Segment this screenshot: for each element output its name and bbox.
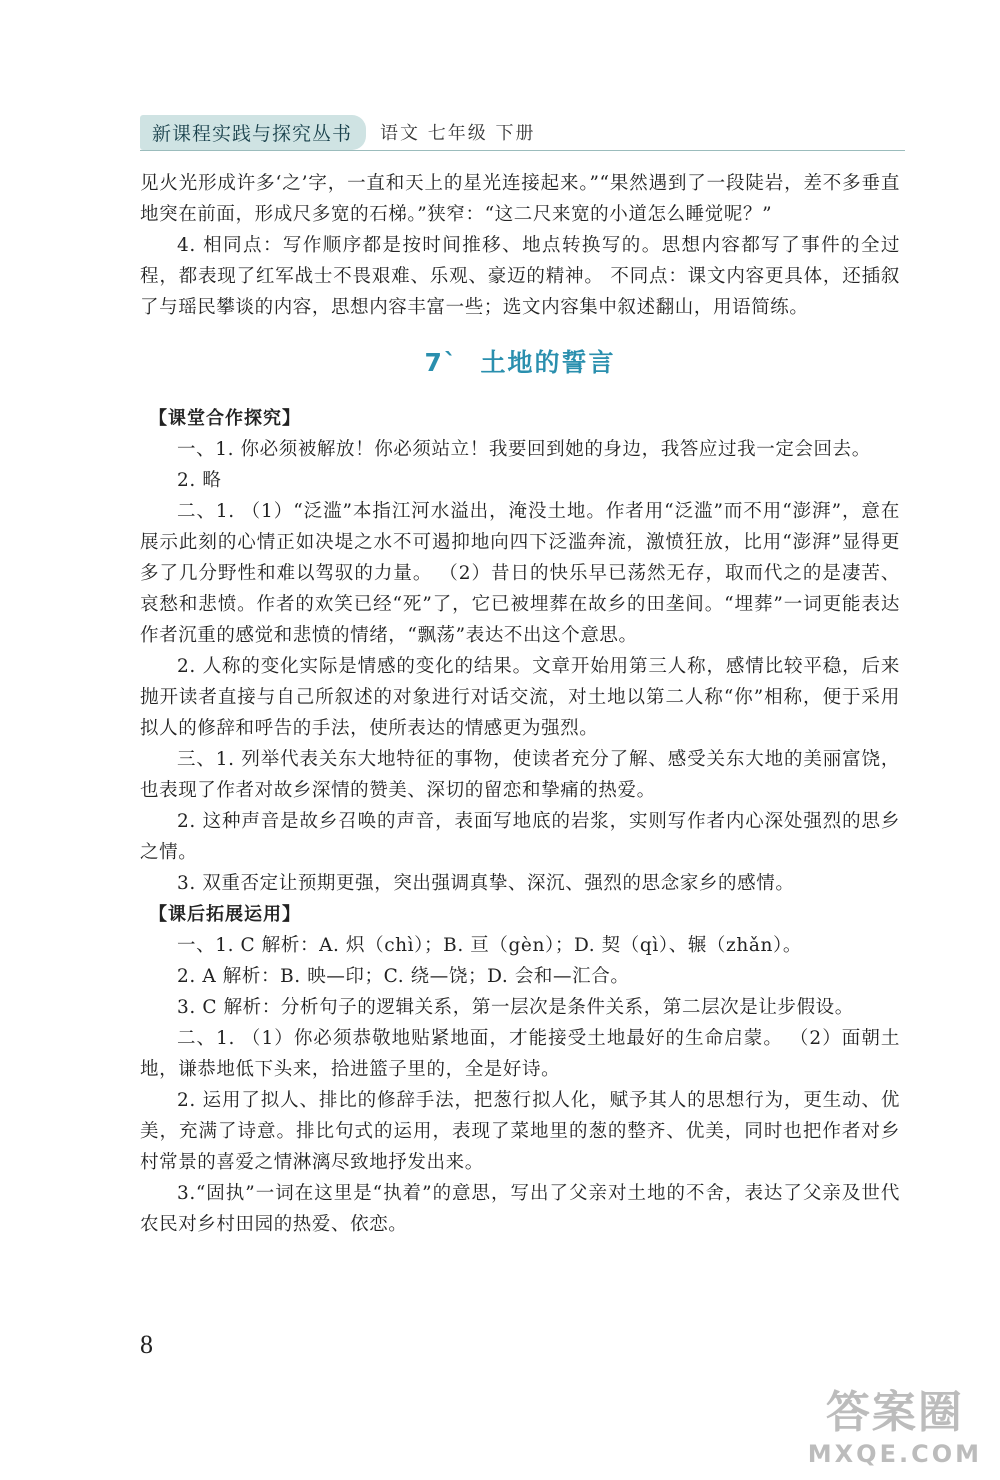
paragraph: 2. 人称的变化实际是情感的变化的结果。文章开始用第三人称，感情比较平稳，后来抛开读者直接与自己所叙述的对象进行对话交流，对土地以第二人称“你”相称，便于采用拟人的修辞和呼告的手法，使所表达的情感更为强烈。 [140,656,900,739]
paragraph: 2. A 解析：B. 映—印；C. 绕—饶；D. 会和—汇合。 [177,966,630,987]
running-header [140,116,535,148]
paragraph: 3. C 解析：分析句子的逻辑关系，第一层次是条件关系，第二层次是让步假设。 [177,997,854,1018]
watermark-text: 答案圈 [825,1387,964,1438]
paragraph: 见火光形成许多‘之’字，一直和天上的星光连接起来。”“果然遇到了一段陡岩，差不多垂直地突在前面，形成尺多宽的石梯。”狭窄：“这二尺来宽的小道怎么睡觉呢？” [140,173,900,225]
subheading-extension: 【课后拓展运用】 [149,904,301,925]
section-number: 7` [424,348,459,377]
paragraph: 2. 这种声音是故乡召唤的声音，表面写地底的岩浆，实则写作者内心深处强烈的思乡之情。 [140,811,900,863]
paragraph: 二、1. （1）你必须恭敬地贴紧地面，才能接受土地最好的生命启蒙。 （2）面朝土地，谦恭地低下头来，拾进篮子里的，全是好诗。 [140,1028,900,1080]
paragraph: 3. 双重否定让预期更强，突出强调真挚、深沉、强烈的思念家乡的感情。 [177,873,795,894]
paragraph: 3.“固执”一词在这里是“执着”的意思，写出了父亲对土地的不舍，表达了父亲及世代农民对乡村田园的热爱、依恋。 [140,1183,900,1235]
section-title-text: 土地的誓言 [480,348,616,377]
page-number: 8 [140,1330,153,1359]
page-body [140,168,900,1240]
watermark-domain: MXQE.COM [807,1440,982,1468]
paragraph: 三、1. 列举代表关东大地特征的事物，使读者充分了解、感受关东大地的美丽富饶，也表现了作者对故乡深情的赞美、深切的留恋和挚痛的热爱。 [140,749,900,801]
paragraph: 2. 运用了拟人、排比的修辞手法，把葱行拟人化，赋予其人的思想行为，更生动、优美，充满了诗意。排比句式的运用，表现了菜地里的葱的整齐、优美，同时也把作者对乡村常景的喜爱之情淋漓尽致地抒发出来。 [140,1090,900,1173]
paragraph: 4. 相同点：写作顺序都是按时间推移、地点转换写的。思想内容都写了事件的全过程，都表现了红军战士不畏艰难、乐观、豪迈的精神。 不同点：课文内容更具体，还插叙了与瑶民攀谈的内容，思想内容丰富一些；选文内容集中叙述翻山，用语简练。 [140,235,900,318]
subheading-classroom: 【课堂合作探究】 [149,408,301,429]
paragraph: 一、1. C 解析：A. 炽（chì）；B. 亘（gèn）；D. 契（qì）、辗（zhǎn）。 [177,935,802,956]
watermark-logo [808,1376,982,1468]
series-title-badge: 新课程实践与探究丛书 [140,115,366,150]
paragraph: 二、1. （1）“泛滥”本指江河水溢出，淹没土地。作者用“泛滥”而不用“澎湃”，意在展示此刻的心情正如决堤之水不可遏抑地向四下泛滥奔流，激愤狂放，比用“澎湃”显得更多了几分野性和难以驾驭的力量。 （2）昔日的快乐早已荡然无存，取而代之的是凄苦、哀愁和悲愤。作者的欢笑已经“死”了，它已被埋葬在故乡的田垄间。“埋葬”一词更能表达作者沉重的感觉和悲愤的情绪，“飘荡”表达不出这个意思。 [140,501,900,646]
section-title [140,343,900,379]
book-info: 语文 七年级 下册 [380,123,536,144]
paragraph: 一、1. 你必须被解放！你必须站立！我要回到她的身边，我答应过我一定会回去。 [177,439,871,460]
paragraph: 2. 略 [177,470,222,491]
header-rule [140,150,905,151]
